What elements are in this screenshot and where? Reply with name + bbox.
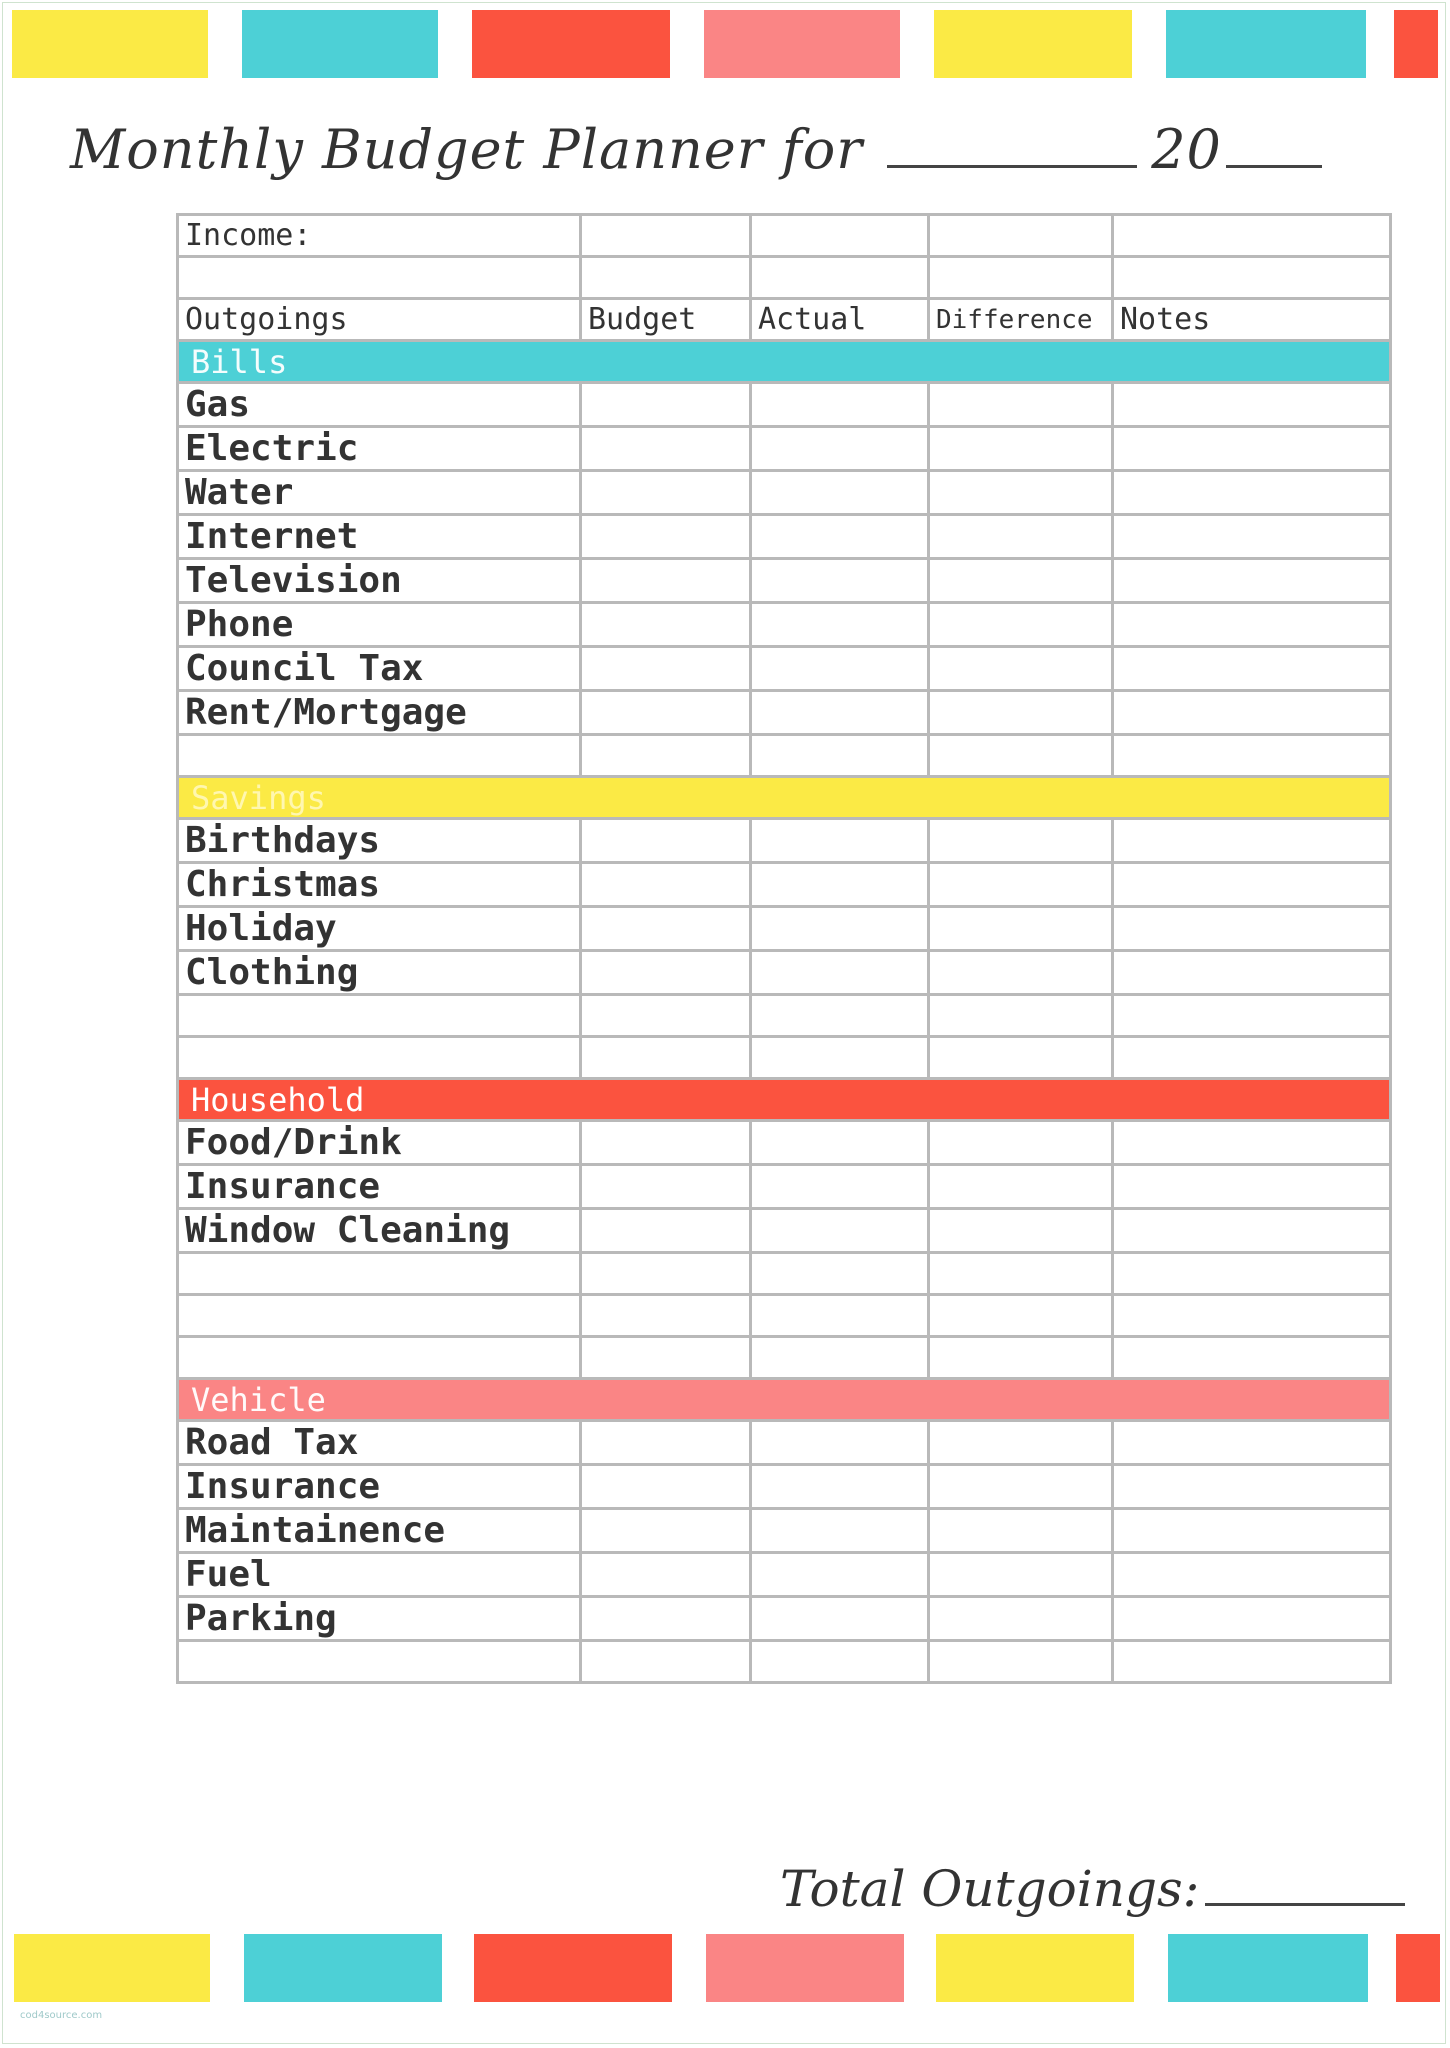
header-budget: Budget bbox=[581, 299, 751, 341]
section-title: Savings bbox=[178, 777, 1391, 819]
row-label: Electric bbox=[178, 427, 581, 471]
table-row bbox=[178, 863, 1391, 907]
cell[interactable] bbox=[1113, 257, 1391, 299]
table-row bbox=[178, 1641, 1391, 1683]
row-label: Holiday bbox=[178, 907, 581, 951]
row-label: Fuel bbox=[178, 1553, 581, 1597]
color-block-teal bbox=[1166, 10, 1366, 78]
color-block-yellow bbox=[14, 1934, 210, 2002]
row-label: Clothing bbox=[178, 951, 581, 995]
section-household bbox=[178, 1079, 1391, 1121]
table-row bbox=[178, 515, 1391, 559]
table-row bbox=[178, 735, 1391, 777]
table-row bbox=[178, 1295, 1391, 1337]
row-label: Window Cleaning bbox=[178, 1209, 581, 1253]
color-block-yellow bbox=[934, 10, 1132, 78]
color-block-yellow bbox=[12, 10, 208, 78]
color-block-red bbox=[1394, 10, 1438, 78]
color-block-teal bbox=[1168, 1934, 1368, 2002]
cell[interactable] bbox=[1113, 215, 1391, 257]
total-outgoings bbox=[780, 1860, 1420, 1930]
cell[interactable] bbox=[581, 257, 751, 299]
section-title: Bills bbox=[178, 341, 1391, 383]
section-vehicle bbox=[178, 1379, 1391, 1421]
table-row bbox=[178, 383, 1391, 427]
table-row bbox=[178, 427, 1391, 471]
row-label: Rent/Mortgage bbox=[178, 691, 581, 735]
cell[interactable] bbox=[178, 257, 581, 299]
color-block-teal bbox=[242, 10, 438, 78]
row-label: Birthdays bbox=[178, 819, 581, 863]
cell[interactable] bbox=[929, 215, 1113, 257]
color-block-red bbox=[472, 10, 670, 78]
color-block-teal bbox=[244, 1934, 442, 2002]
row-label: Food/Drink bbox=[178, 1121, 581, 1165]
section-bills bbox=[178, 341, 1391, 383]
month-blank-line[interactable] bbox=[887, 131, 1137, 168]
page-title bbox=[70, 118, 1310, 198]
total-label: Total Outgoings: bbox=[780, 1860, 1200, 1918]
table-row bbox=[178, 471, 1391, 515]
section-title: Household bbox=[178, 1079, 1391, 1121]
blank-row bbox=[178, 257, 1391, 299]
row-label: Internet bbox=[178, 515, 581, 559]
table-row bbox=[178, 995, 1391, 1037]
table-row bbox=[178, 603, 1391, 647]
row-label: Maintainence bbox=[178, 1509, 581, 1553]
row-label: Water bbox=[178, 471, 581, 515]
section-title: Vehicle bbox=[178, 1379, 1391, 1421]
row-label: Phone bbox=[178, 603, 581, 647]
table-row bbox=[178, 691, 1391, 735]
table-row bbox=[178, 1253, 1391, 1295]
color-block-red bbox=[474, 1934, 672, 2002]
cell[interactable] bbox=[751, 215, 929, 257]
cell[interactable] bbox=[581, 215, 751, 257]
row-label: Christmas bbox=[178, 863, 581, 907]
row-label: Television bbox=[178, 559, 581, 603]
watermark: cod4source.com bbox=[20, 2010, 103, 2021]
header-difference: Difference bbox=[929, 299, 1113, 341]
income-label: Income: bbox=[178, 215, 581, 257]
year-prefix: 20 bbox=[1151, 118, 1222, 181]
row-label: Council Tax bbox=[178, 647, 581, 691]
table-row bbox=[178, 559, 1391, 603]
budget-table bbox=[176, 213, 1392, 1684]
table-row bbox=[178, 1037, 1391, 1079]
table-row bbox=[178, 1121, 1391, 1165]
header-row bbox=[178, 299, 1391, 341]
table-row bbox=[178, 1509, 1391, 1553]
table-row bbox=[178, 1165, 1391, 1209]
color-block-pink bbox=[706, 1934, 904, 2002]
section-savings bbox=[178, 777, 1391, 819]
row-label: Insurance bbox=[178, 1165, 581, 1209]
table-row bbox=[178, 1337, 1391, 1379]
income-row bbox=[178, 215, 1391, 257]
table-row bbox=[178, 1553, 1391, 1597]
color-block-red bbox=[1396, 1934, 1440, 2002]
table-row bbox=[178, 1209, 1391, 1253]
header-outgoings: Outgoings bbox=[178, 299, 581, 341]
total-blank-line[interactable] bbox=[1205, 1873, 1405, 1906]
header-notes: Notes bbox=[1113, 299, 1391, 341]
table-row bbox=[178, 907, 1391, 951]
cell[interactable] bbox=[929, 257, 1113, 299]
row-label: Road Tax bbox=[178, 1421, 581, 1465]
table-row bbox=[178, 1465, 1391, 1509]
color-block-pink bbox=[704, 10, 900, 78]
row-label: Parking bbox=[178, 1597, 581, 1641]
table-row bbox=[178, 647, 1391, 691]
row-label: Insurance bbox=[178, 1465, 581, 1509]
row-label: Gas bbox=[178, 383, 581, 427]
table-row bbox=[178, 1421, 1391, 1465]
table-row bbox=[178, 819, 1391, 863]
year-blank-line[interactable] bbox=[1226, 131, 1322, 168]
top-color-bar bbox=[0, 10, 1450, 78]
title-text: Monthly Budget Planner for bbox=[70, 118, 864, 181]
table-row bbox=[178, 951, 1391, 995]
color-block-yellow bbox=[936, 1934, 1134, 2002]
table-row bbox=[178, 1597, 1391, 1641]
header-actual: Actual bbox=[751, 299, 929, 341]
cell[interactable] bbox=[751, 257, 929, 299]
bottom-color-bar bbox=[0, 1934, 1450, 2002]
